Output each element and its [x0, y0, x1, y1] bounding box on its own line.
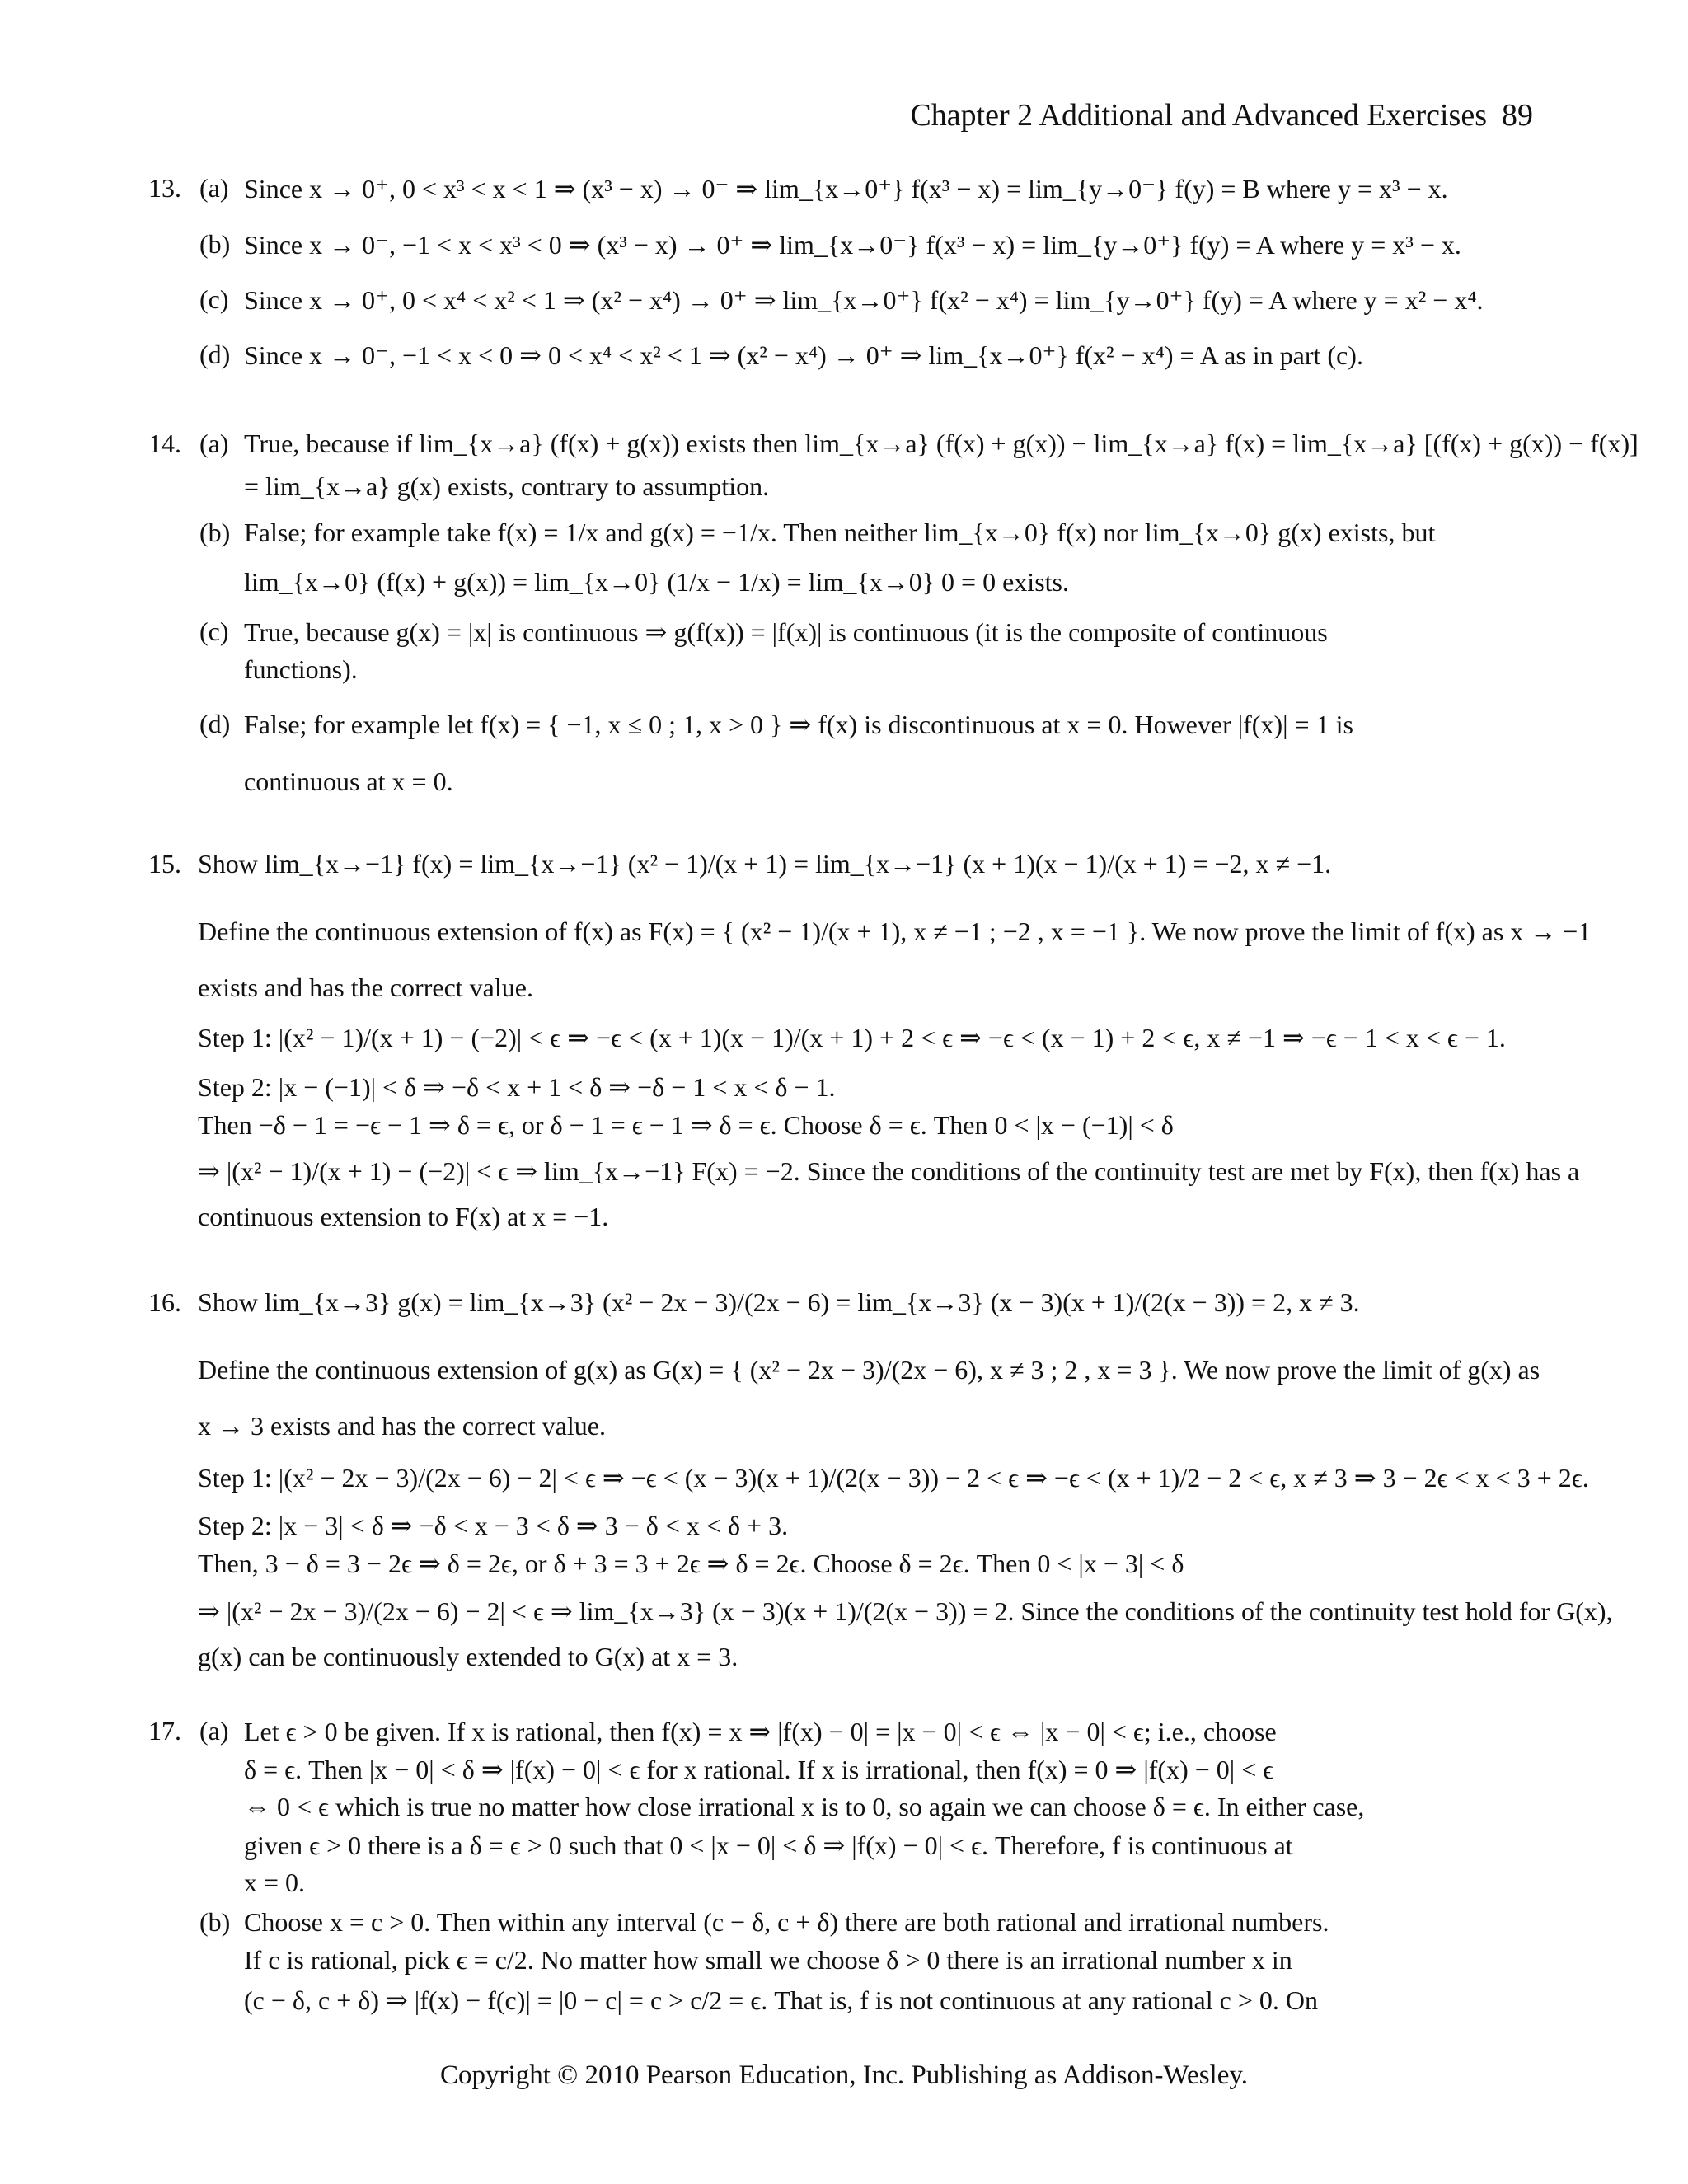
part-text: lim_{x→0} (f(x) + g(x)) = lim_{x→0} (1/x − 1/x) = lim_{x→0} 0 = 0 exists. [244, 567, 1069, 597]
part-text: Let ϵ > 0 be given. If x is rational, then f(x) = x ⇒ |f(x) − 0| = |x − 0| < ϵ ⇔ |x − 0| < ϵ; i.e., choose [244, 1717, 1277, 1746]
solution-line: Define the continuous extension of g(x) as G(x) = { (x² − 2x − 3)/(2x − 6), x ≠ 3 ; 2 , x = 3 }. We now prove the limit of g(x) as [198, 1355, 1540, 1385]
problem-number: 16. [148, 1287, 181, 1317]
solution-line: Then −δ − 1 = −ϵ − 1 ⇒ δ = ϵ, or δ − 1 = ϵ − 1 ⇒ δ = ϵ. Choose δ = ϵ. Then 0 < |x − (−1)| < δ [198, 1110, 1174, 1140]
part-label: (d) [199, 340, 231, 369]
solution-line: Define the continuous extension of f(x) as F(x) = { (x² − 1)/(x + 1), x ≠ −1 ; −2 , x = −1 }. We now prove the limit of f(x) as x → −1 [198, 916, 1592, 946]
problem-14 [148, 429, 1639, 816]
part-label: (c) [199, 616, 229, 646]
part-text: False; for example let f(x) = { −1, x ≤ 0 ; 1, x > 0 } ⇒ f(x) is discontinuous at x = 0. However |f(x)| = 1 is [244, 710, 1353, 739]
problem-16 [148, 1279, 1613, 1691]
part-label: (b) [199, 229, 231, 259]
page-header [910, 97, 1533, 134]
solution-line: g(x) can be continuously extended to G(x) at x = 3. [198, 1642, 738, 1671]
solution-line: Step 1: |(x² − 1)/(x + 1) − (−2)| < ϵ ⇒ −ϵ < (x + 1)(x − 1)/(x + 1) + 2 < ϵ ⇒ −ϵ < (x − 1) + 2 < ϵ, x ≠ −1 ⇒ −ϵ − 1 < x < ϵ − 1. [198, 1023, 1506, 1052]
copyright-notice: Copyright © 2010 Pearson Education, Inc. Publishing as Addison-Wesley. [440, 2060, 1248, 2090]
problem-number: 14. [148, 429, 181, 458]
problem-15 [148, 841, 1592, 1253]
part-text: Since x → 0⁻, −1 < x < 0 ⇒ 0 < x⁴ < x² < 1 ⇒ (x² − x⁴) → 0⁺ ⇒ lim_{x→0⁺} f(x² − x⁴) = A as in part (c). [244, 340, 1363, 370]
solution-line: Step 1: |(x² − 2x − 3)/(2x − 6) − 2| < ϵ ⇒ −ϵ < (x − 3)(x + 1)/(2(x − 3)) − 2 < ϵ ⇒ −ϵ < (x + 1)/2 − 2 < ϵ, x ≠ 3 ⇒ 3 − 2ϵ < x < 3 + 2ϵ. [198, 1463, 1589, 1493]
part-text: = lim_{x→a} g(x) exists, contrary to assumption. [244, 471, 770, 501]
problem-17 [148, 1716, 1550, 2029]
page-number: 89 [1502, 98, 1533, 133]
part-text: Since x → 0⁺, 0 < x³ < x < 1 ⇒ (x³ − x) → 0⁻ ⇒ lim_{x→0⁺} f(x³ − x) = lim_{y→0⁻} f(y) = B where y = x³ − x. [244, 174, 1448, 204]
part-label: (a) [199, 173, 229, 203]
solution-line: exists and has the correct value. [198, 972, 533, 1002]
part-text: True, because g(x) = |x| is continuous ⇒ g(f(x)) = |f(x)| is continuous (it is the composite of continuous [244, 617, 1328, 647]
part-text: If c is rational, pick ϵ = c/2. No matter how small we choose δ > 0 there is an irrational number x in [244, 1945, 1292, 1975]
solution-line: Show lim_{x→3} g(x) = lim_{x→3} (x² − 2x − 3)/(2x − 6) = lim_{x→3} (x − 3)(x + 1)/(2(x − 3)) = 2, x ≠ 3. [198, 1287, 1360, 1317]
solution-line: x → 3 exists and has the correct value. [198, 1411, 606, 1441]
part-label: (c) [199, 284, 229, 314]
problem-number: 15. [148, 849, 181, 879]
solution-line: ⇒ |(x² − 2x − 3)/(2x − 6) − 2| < ϵ ⇒ lim_{x→3} (x − 3)(x + 1)/(2(x − 3)) = 2. Since the conditions of the continuity test hold for G(x), [198, 1596, 1613, 1626]
page-footer [0, 2060, 1688, 2091]
part-text: functions). [244, 654, 358, 684]
part-text: False; for example take f(x) = 1/x and g(x) = −1/x. Then neither lim_{x→0} f(x) nor lim_{x→0} g(x) exists, but [244, 518, 1436, 547]
part-text: Since x → 0⁺, 0 < x⁴ < x² < 1 ⇒ (x² − x⁴) → 0⁺ ⇒ lim_{x→0⁺} f(x² − x⁴) = lim_{y→0⁺} f(y) = A where y = x² − x⁴. [244, 285, 1484, 315]
part-text: continuous at x = 0. [244, 766, 453, 796]
problem-13 [148, 165, 1550, 412]
part-label: (b) [199, 1907, 231, 1937]
solution-line: ⇒ |(x² − 1)/(x + 1) − (−2)| < ϵ ⇒ lim_{x→−1} F(x) = −2. Since the conditions of the continuity test are met by F(x), then f(x) has a [198, 1156, 1580, 1186]
problem-number: 17. [148, 1716, 181, 1746]
problem-number: 13. [148, 173, 181, 203]
solution-line: Show lim_{x→−1} f(x) = lim_{x→−1} (x² − 1)/(x + 1) = lim_{x→−1} (x + 1)(x − 1)/(x + 1) = −2, x ≠ −1. [198, 849, 1332, 879]
solution-line: Then, 3 − δ = 3 − 2ϵ ⇒ δ = 2ϵ, or δ + 3 = 3 + 2ϵ ⇒ δ = 2ϵ. Choose δ = 2ϵ. Then 0 < |x − 3| < δ [198, 1549, 1184, 1578]
part-text: δ = ϵ. Then |x − 0| < δ ⇒ |f(x) − 0| < ϵ for x rational. If x is irrational, then f(x) = 0 ⇒ |f(x) − 0| < ϵ [244, 1755, 1274, 1784]
part-text: Choose x = c > 0. Then within any interval (c − δ, c + δ) there are both rational and irrational numbers. [244, 1907, 1329, 1937]
part-text: x = 0. [244, 1868, 306, 1897]
part-label: (d) [199, 709, 231, 738]
part-text: True, because if lim_{x→a} (f(x) + g(x)) exists then lim_{x→a} (f(x) + g(x)) − lim_{x→a} f(x) = lim_{x→a} [(f(x) + g(x)) − f(x)] [244, 429, 1639, 458]
part-text: Since x → 0⁻, −1 < x < x³ < 0 ⇒ (x³ − x) → 0⁺ ⇒ lim_{x→0⁻} f(x³ − x) = lim_{y→0⁺} f(y) = A where y = x³ − x. [244, 230, 1461, 260]
part-label: (b) [199, 518, 231, 547]
part-label: (a) [199, 429, 229, 458]
part-text: given ϵ > 0 there is a δ = ϵ > 0 such that 0 < |x − 0| < δ ⇒ |f(x) − 0| < ϵ. Therefore, f is continuous at [244, 1830, 1293, 1860]
solution-line: continuous extension to F(x) at x = −1. [198, 1202, 609, 1231]
part-text: (c − δ, c + δ) ⇒ |f(x) − f(c)| = |0 − c| = c > c/2 = ϵ. That is, f is not continuous at any rational c > 0. On [244, 1985, 1318, 2015]
chapter-title: Chapter 2 Additional and Advanced Exercises [910, 98, 1487, 133]
part-text: ⇔ 0 < ϵ which is true no matter how close irrational x is to 0, so again we can choose δ = ϵ. In either case, [244, 1792, 1365, 1821]
part-label: (a) [199, 1716, 229, 1746]
solution-line: Step 2: |x − 3| < δ ⇒ −δ < x − 3 < δ ⇒ 3 − δ < x < δ + 3. [198, 1511, 789, 1540]
solution-line: Step 2: |x − (−1)| < δ ⇒ −δ < x + 1 < δ ⇒ −δ − 1 < x < δ − 1. [198, 1072, 836, 1102]
